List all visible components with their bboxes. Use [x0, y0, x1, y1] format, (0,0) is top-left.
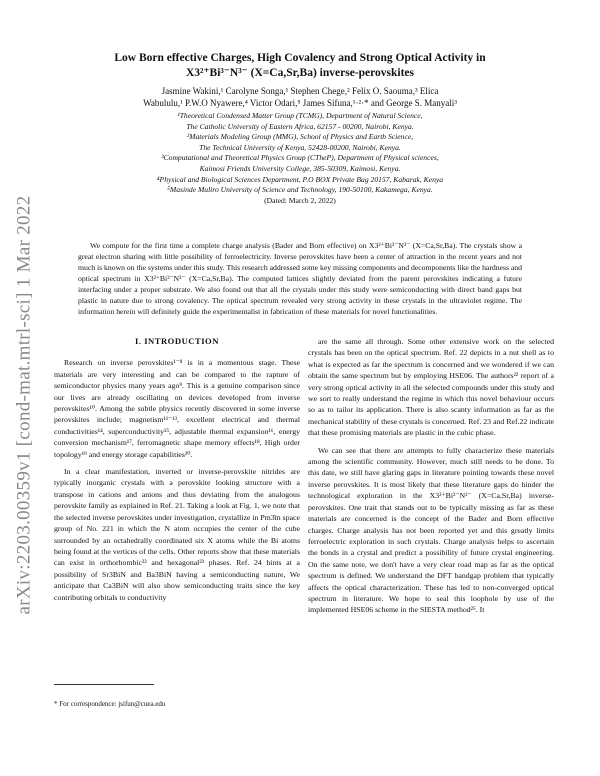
arxiv-identifier-text: arXiv:2203.00359v1 [cond-mat.mtrl-sci] 1 Mar 2022 [13, 195, 34, 615]
abstract-text: We compute for the first time a complete charge analysis (Bader and Born effective) on X3²⁺Bi³⁻N³⁻ (X=Ca,Sr,Ba). The crystals show a great electron sharing with little possibility of ferroelectricity. Inverse perovskites have been a center of attraction in the recent years and not much is known on the systems under this study. This research addressed some key missing components and decomponents like the hardness and optical spectrum in X3²⁺Bi³⁻N³⁻ (X=Ca,Sr,Ba). The computed lattices slightly deviated from the parent perovskites indicating a future interfacing under a proper substrate. We also found out that all the crystals under this study were semiconducting with direct band gaps but plastic in nature due to strong covalency. The optical spectrum revealed very strong activity in these crystals in the ultraviolet regime. The information herein will definitely guide the experimentalist in fabrication of these materials for novel functionalities. [78, 241, 522, 316]
abstract [78, 240, 522, 317]
affiliations [60, 111, 540, 206]
affiliation-line: ¹Theoretical Condensed Matter Group (TCMG), Department of Natural Science, [177, 111, 423, 120]
left-column [54, 336, 300, 609]
body-paragraph: We can see that there are attempts to fully characterize these materials among the scientific community. However, much still needs to be done. To this date, we still have glaring gaps in literature pointing towards these novel inverse perovskites. It is most likely that these literature gaps do hinder the technological exploration in the X3²⁺Bi³⁻N³⁻ (X=Ca,Sr,Ba) inverse-perovskites. One trait that stands out to be typically missing as far as these materials are concerned is the concept of the Bader and Born effective charges. Charge analysis has not been reported yet and this greatly limits ferroelectric exploration in such crystals. Charge analysis helps to ascertain the bonds in a crystal and predict a possibility of future crystal engineering. On the same note, we don't have a very clear road map as far as the optical spectrum is defined. We understand the DFT bandgap problem that typically affects the optical characterization. These has led to non-converged optical spectrum in literature. We hope to seal this loophole by use of the implemented HSE06 scheme in the SIESTA method²⁵. It [308, 445, 554, 615]
affiliation-line: Kaimosi Friends University College, 385-50309, Kaimosi, Kenya. [199, 163, 401, 173]
right-column [308, 336, 554, 622]
paper-title [60, 51, 540, 81]
title-line-2: X3²⁺Bi³⁻N³⁻ (X=Ca,Sr,Ba) inverse-perovskites [185, 67, 415, 79]
affiliation-line: ³Computational and Theoretical Physics Group (CTheP), Department of Physical sciences, [161, 153, 439, 163]
affiliation-line: ²Materials Modeling Group (MMG), School of Physics and Earth Science, [186, 132, 414, 142]
correspondence-footnote: * For correspondence: jsifun@cuea.edu [54, 700, 166, 708]
authors-line-1: Jasmine Wakini,¹ Carolyne Songa,¹ Stephen Chege,² Felix O. Saouma,³ Elica [161, 86, 439, 96]
footnote-divider [54, 684, 154, 685]
body-paragraph: Research on inverse perovskites¹⁻⁸ is in a momentous stage. These materials are very interesting and can be compared to the rapture of semiconductor physics many years ago⁹. This is a genuine comparison since our lives are already oscillating on devices developed from inverse perovskites¹⁰. Among the subtle physics recently discovered in some inverse perovskites include; magnetism¹¹⁻¹³, excellent electrical and thermal conductivities¹⁴, superconductivity¹⁵, adjustable thermal expansion¹⁶, energy conversion mechanism¹⁷, ferromagnetic shape memory effects¹⁸, High order topology¹⁹ and energy storage capabilities²⁰. [54, 358, 300, 459]
affiliation-line: The Catholic University of Eastern Africa, 62157 - 00200, Nairobi, Kenya. [186, 121, 414, 131]
section-heading: I. INTRODUCTION [135, 336, 219, 346]
author-list [70, 85, 530, 109]
body-paragraph: In a clear manifestation, inverted or inverse-perovskite nitrides are typically inorganic crystals with a perovskite looking structure with a transpose in cations and anions and thus deviating from the analogous perovskite family as explained in Ref. 21. Taking a look at Fig. 1, we note that the selected inverse perovskites under investigation, crystallize in Pm3̄m space group of No. 221 in which the N atom occupies the center of the cube surrounded by an octahedrally coordinated six X atoms while the Bi atoms being found at the vertices of the cells. Other reports show that these materials can exist in orthorhombic²² and hexagonal²³ phases. Ref. 24 hints at a possibility of Sr3BiN and Ba3BiN having a semiconducting nature, We anticipate that Ca3BiN will also show semiconducting traits since the key contributing orbitals to conductivity [54, 467, 300, 602]
date-line: (Dated: March 2, 2022) [264, 195, 336, 205]
affiliation-line: ⁵Masinde Muliro University of Science and Technology, 190-50100, Kakamega, Kenya. [167, 185, 433, 195]
authors-line-2: Wabululu,¹ P.W.O Nyawere,⁴ Victor Odari,⁵ James Sifuna,¹·²·* and George S. Manyali³ [143, 98, 457, 108]
title-line-1: Low Born effective Charges, High Covalency and Strong Optical Activity in [114, 52, 486, 64]
arxiv-identifier [10, 195, 38, 615]
body-paragraph: are the same all through. Some other extensive work on the selected crystals has been on the optical spectrum. Ref. 22 depicts in a nut shell as to what is expected as far the spectrum is concerned and we wondered if we can obtain the same spectrum but by employing HSE06. The authors²² report of a very strong optical activity in all the selected compounds under this study and we sort to really understand the regime in which this novel behaviour occurs so as to tailor its application. There is also scanty information as far as the mechanical stability of these crystals is concerned. Ref. 23 and Ref.22 indicate that these promising materials are plastic in the cubic phase. [308, 337, 554, 438]
affiliation-line: The Technical University of Kenya, 52428-00200, Nairobi, Kenya. [199, 142, 401, 152]
affiliation-line: ⁴Physical and Biological Sciences Department, P.O BOX Private Bag 20157, Kabarak, Kenya [156, 174, 444, 184]
